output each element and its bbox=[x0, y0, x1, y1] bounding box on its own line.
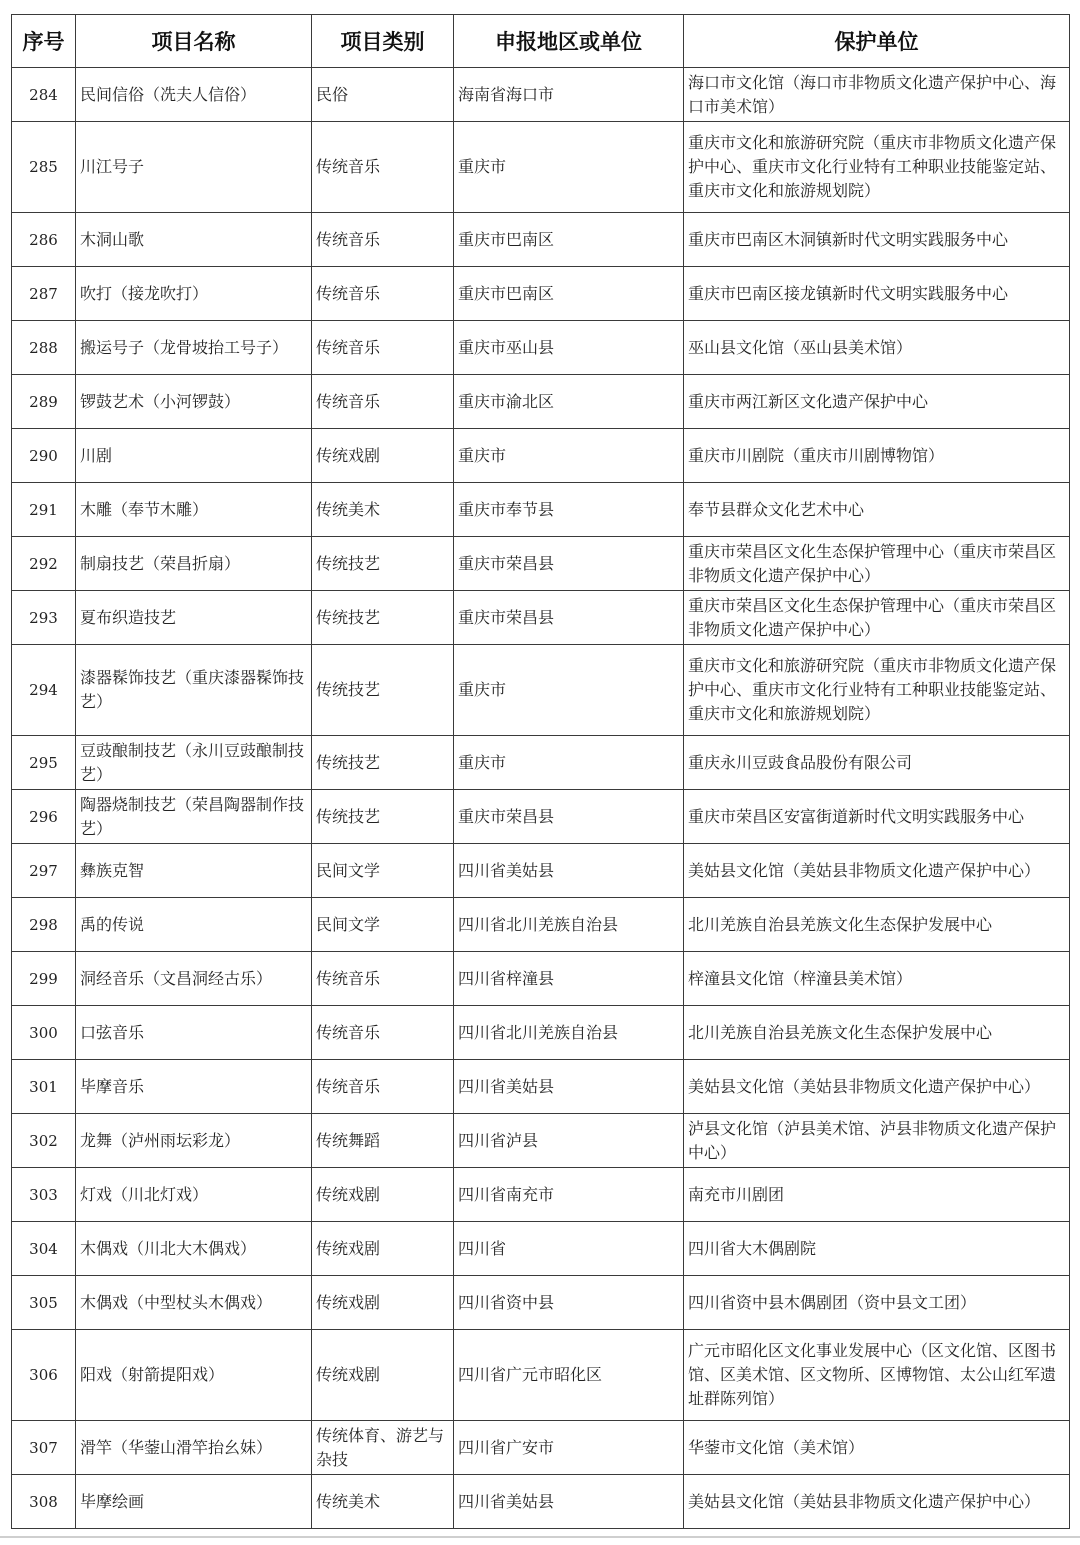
table-row bbox=[12, 1475, 1070, 1529]
cell-name: 木洞山歌 bbox=[76, 213, 312, 267]
cell-category: 传统技艺 bbox=[312, 645, 454, 736]
cell-no: 301 bbox=[12, 1060, 76, 1114]
header-no: 序号 bbox=[12, 15, 76, 68]
cell-no: 292 bbox=[12, 537, 76, 591]
cell-unit: 重庆市荣昌区安富街道新时代文明实践服务中心 bbox=[684, 790, 1070, 844]
cell-category: 传统戏剧 bbox=[312, 1330, 454, 1421]
cell-category: 传统戏剧 bbox=[312, 1168, 454, 1222]
cell-category: 传统音乐 bbox=[312, 952, 454, 1006]
cell-region: 四川省资中县 bbox=[454, 1276, 684, 1330]
cell-category: 传统戏剧 bbox=[312, 429, 454, 483]
cell-no: 287 bbox=[12, 267, 76, 321]
cell-name: 滑竿（华蓥山滑竿抬幺妹） bbox=[76, 1421, 312, 1475]
table-row bbox=[12, 844, 1070, 898]
cell-name: 漆器髹饰技艺（重庆漆器髹饰技艺） bbox=[76, 645, 312, 736]
cell-name: 毕摩音乐 bbox=[76, 1060, 312, 1114]
table-row bbox=[12, 483, 1070, 537]
table-row bbox=[12, 1060, 1070, 1114]
cell-no: 284 bbox=[12, 68, 76, 122]
cell-no: 293 bbox=[12, 591, 76, 645]
cell-name: 龙舞（泸州雨坛彩龙） bbox=[76, 1114, 312, 1168]
cell-region: 重庆市奉节县 bbox=[454, 483, 684, 537]
table-row bbox=[12, 429, 1070, 483]
cell-region: 重庆市荣昌县 bbox=[454, 537, 684, 591]
header-unit: 保护单位 bbox=[684, 15, 1070, 68]
cell-category: 传统体育、游艺与杂技 bbox=[312, 1421, 454, 1475]
cell-region: 重庆市 bbox=[454, 736, 684, 790]
cell-name: 彝族克智 bbox=[76, 844, 312, 898]
cell-no: 299 bbox=[12, 952, 76, 1006]
cell-region: 四川省北川羌族自治县 bbox=[454, 1006, 684, 1060]
cell-unit: 美姑县文化馆（美姑县非物质文化遗产保护中心） bbox=[684, 1060, 1070, 1114]
cell-no: 286 bbox=[12, 213, 76, 267]
cell-category: 传统音乐 bbox=[312, 321, 454, 375]
cell-category: 民俗 bbox=[312, 68, 454, 122]
table-row bbox=[12, 375, 1070, 429]
cell-region: 重庆市渝北区 bbox=[454, 375, 684, 429]
cell-region: 海南省海口市 bbox=[454, 68, 684, 122]
cell-region: 重庆市 bbox=[454, 429, 684, 483]
table-row bbox=[12, 898, 1070, 952]
cell-region: 四川省广安市 bbox=[454, 1421, 684, 1475]
cell-name: 毕摩绘画 bbox=[76, 1475, 312, 1529]
cell-name: 制扇技艺（荣昌折扇） bbox=[76, 537, 312, 591]
header-region: 申报地区或单位 bbox=[454, 15, 684, 68]
table-row bbox=[12, 1276, 1070, 1330]
cell-unit: 北川羌族自治县羌族文化生态保护发展中心 bbox=[684, 1006, 1070, 1060]
cell-name: 洞经音乐（文昌洞经古乐） bbox=[76, 952, 312, 1006]
cell-name: 木偶戏（中型杖头木偶戏） bbox=[76, 1276, 312, 1330]
table-row bbox=[12, 122, 1070, 213]
cell-category: 传统技艺 bbox=[312, 591, 454, 645]
table-row bbox=[12, 213, 1070, 267]
table-row bbox=[12, 1330, 1070, 1421]
cell-name: 阳戏（射箭提阳戏） bbox=[76, 1330, 312, 1421]
table-body bbox=[12, 68, 1070, 1529]
cell-name: 搬运号子（龙骨坡抬工号子） bbox=[76, 321, 312, 375]
cell-no: 304 bbox=[12, 1222, 76, 1276]
cell-category: 传统戏剧 bbox=[312, 1222, 454, 1276]
cell-region: 重庆市荣昌县 bbox=[454, 790, 684, 844]
cell-category: 传统戏剧 bbox=[312, 1276, 454, 1330]
cell-unit: 奉节县群众文化艺术中心 bbox=[684, 483, 1070, 537]
cell-no: 289 bbox=[12, 375, 76, 429]
cell-category: 传统音乐 bbox=[312, 267, 454, 321]
cell-category: 民间文学 bbox=[312, 898, 454, 952]
cell-name: 灯戏（川北灯戏） bbox=[76, 1168, 312, 1222]
cell-category: 传统音乐 bbox=[312, 122, 454, 213]
cell-no: 305 bbox=[12, 1276, 76, 1330]
table-row bbox=[12, 68, 1070, 122]
table-row bbox=[12, 952, 1070, 1006]
cell-category: 传统技艺 bbox=[312, 537, 454, 591]
cell-name: 民间信俗（冼夫人信俗） bbox=[76, 68, 312, 122]
cell-name: 口弦音乐 bbox=[76, 1006, 312, 1060]
cell-category: 民间文学 bbox=[312, 844, 454, 898]
cell-region: 四川省美姑县 bbox=[454, 1060, 684, 1114]
cell-category: 传统技艺 bbox=[312, 790, 454, 844]
cell-region: 四川省 bbox=[454, 1222, 684, 1276]
cell-unit: 华蓥市文化馆（美术馆） bbox=[684, 1421, 1070, 1475]
heritage-list-sheet bbox=[11, 14, 1069, 1529]
cell-no: 303 bbox=[12, 1168, 76, 1222]
cell-unit: 四川省资中县木偶剧团（资中县文工团） bbox=[684, 1276, 1070, 1330]
cell-category: 传统美术 bbox=[312, 483, 454, 537]
cell-no: 307 bbox=[12, 1421, 76, 1475]
cell-unit: 重庆市两江新区文化遗产保护中心 bbox=[684, 375, 1070, 429]
cell-no: 308 bbox=[12, 1475, 76, 1529]
cell-no: 291 bbox=[12, 483, 76, 537]
cell-name: 夏布织造技艺 bbox=[76, 591, 312, 645]
header-category: 项目类别 bbox=[312, 15, 454, 68]
table-header bbox=[12, 15, 1070, 68]
cell-no: 288 bbox=[12, 321, 76, 375]
cell-region: 四川省广元市昭化区 bbox=[454, 1330, 684, 1421]
table-row bbox=[12, 1222, 1070, 1276]
cell-no: 285 bbox=[12, 122, 76, 213]
cell-no: 295 bbox=[12, 736, 76, 790]
cell-region: 四川省梓潼县 bbox=[454, 952, 684, 1006]
cell-region: 四川省泸县 bbox=[454, 1114, 684, 1168]
cell-unit: 美姑县文化馆（美姑县非物质文化遗产保护中心） bbox=[684, 1475, 1070, 1529]
cell-region: 重庆市巫山县 bbox=[454, 321, 684, 375]
cell-category: 传统音乐 bbox=[312, 375, 454, 429]
table-row bbox=[12, 1168, 1070, 1222]
cell-region: 重庆市 bbox=[454, 122, 684, 213]
cell-no: 296 bbox=[12, 790, 76, 844]
cell-category: 传统音乐 bbox=[312, 1006, 454, 1060]
cell-name: 川剧 bbox=[76, 429, 312, 483]
cell-region: 四川省北川羌族自治县 bbox=[454, 898, 684, 952]
cell-region: 重庆市荣昌县 bbox=[454, 591, 684, 645]
cell-no: 298 bbox=[12, 898, 76, 952]
cell-unit: 南充市川剧团 bbox=[684, 1168, 1070, 1222]
table-row bbox=[12, 267, 1070, 321]
table-row bbox=[12, 537, 1070, 591]
cell-unit: 美姑县文化馆（美姑县非物质文化遗产保护中心） bbox=[684, 844, 1070, 898]
cell-region: 重庆市巴南区 bbox=[454, 213, 684, 267]
table-row bbox=[12, 790, 1070, 844]
cell-name: 陶器烧制技艺（荣昌陶器制作技艺） bbox=[76, 790, 312, 844]
table-row bbox=[12, 645, 1070, 736]
cell-name: 豆豉酿制技艺（永川豆豉酿制技艺） bbox=[76, 736, 312, 790]
table-row bbox=[12, 1114, 1070, 1168]
cell-unit: 梓潼县文化馆（梓潼县美术馆） bbox=[684, 952, 1070, 1006]
header-name: 项目名称 bbox=[76, 15, 312, 68]
cell-unit: 重庆市荣昌区文化生态保护管理中心（重庆市荣昌区非物质文化遗产保护中心） bbox=[684, 591, 1070, 645]
cell-unit: 重庆市巴南区接龙镇新时代文明实践服务中心 bbox=[684, 267, 1070, 321]
cell-unit: 广元市昭化区文化事业发展中心（区文化馆、区图书馆、区美术馆、区文物所、区博物馆、太公山红军遗址群陈列馆） bbox=[684, 1330, 1070, 1421]
table-row bbox=[12, 321, 1070, 375]
cell-name: 川江号子 bbox=[76, 122, 312, 213]
cell-category: 传统音乐 bbox=[312, 1060, 454, 1114]
cell-no: 300 bbox=[12, 1006, 76, 1060]
cell-region: 四川省美姑县 bbox=[454, 1475, 684, 1529]
cell-region: 重庆市 bbox=[454, 645, 684, 736]
cell-category: 传统技艺 bbox=[312, 736, 454, 790]
cell-region: 四川省美姑县 bbox=[454, 844, 684, 898]
table-row bbox=[12, 736, 1070, 790]
heritage-table bbox=[11, 14, 1070, 1529]
cell-name: 锣鼓艺术（小河锣鼓） bbox=[76, 375, 312, 429]
cell-no: 302 bbox=[12, 1114, 76, 1168]
cell-no: 290 bbox=[12, 429, 76, 483]
cell-category: 传统音乐 bbox=[312, 213, 454, 267]
cell-unit: 泸县文化馆（泸县美术馆、泸县非物质文化遗产保护中心） bbox=[684, 1114, 1070, 1168]
cell-name: 禹的传说 bbox=[76, 898, 312, 952]
cell-no: 306 bbox=[12, 1330, 76, 1421]
cell-unit: 重庆永川豆豉食品股份有限公司 bbox=[684, 736, 1070, 790]
cell-name: 吹打（接龙吹打） bbox=[76, 267, 312, 321]
cell-unit: 巫山县文化馆（巫山县美术馆） bbox=[684, 321, 1070, 375]
table-row bbox=[12, 591, 1070, 645]
cell-category: 传统舞蹈 bbox=[312, 1114, 454, 1168]
page-edge-divider bbox=[0, 1536, 1080, 1538]
cell-unit: 重庆市川剧院（重庆市川剧博物馆） bbox=[684, 429, 1070, 483]
table-row bbox=[12, 1006, 1070, 1060]
table-row bbox=[12, 1421, 1070, 1475]
cell-unit: 四川省大木偶剧院 bbox=[684, 1222, 1070, 1276]
cell-no: 297 bbox=[12, 844, 76, 898]
cell-region: 重庆市巴南区 bbox=[454, 267, 684, 321]
cell-region: 四川省南充市 bbox=[454, 1168, 684, 1222]
cell-name: 木偶戏（川北大木偶戏） bbox=[76, 1222, 312, 1276]
cell-unit: 重庆市荣昌区文化生态保护管理中心（重庆市荣昌区非物质文化遗产保护中心） bbox=[684, 537, 1070, 591]
cell-unit: 北川羌族自治县羌族文化生态保护发展中心 bbox=[684, 898, 1070, 952]
cell-unit: 重庆市文化和旅游研究院（重庆市非物质文化遗产保护中心、重庆市文化行业特有工种职业技能鉴定站、重庆市文化和旅游规划院） bbox=[684, 122, 1070, 213]
cell-name: 木雕（奉节木雕） bbox=[76, 483, 312, 537]
cell-unit: 重庆市文化和旅游研究院（重庆市非物质文化遗产保护中心、重庆市文化行业特有工种职业技能鉴定站、重庆市文化和旅游规划院） bbox=[684, 645, 1070, 736]
cell-unit: 重庆市巴南区木洞镇新时代文明实践服务中心 bbox=[684, 213, 1070, 267]
cell-category: 传统美术 bbox=[312, 1475, 454, 1529]
cell-no: 294 bbox=[12, 645, 76, 736]
cell-unit: 海口市文化馆（海口市非物质文化遗产保护中心、海口市美术馆） bbox=[684, 68, 1070, 122]
